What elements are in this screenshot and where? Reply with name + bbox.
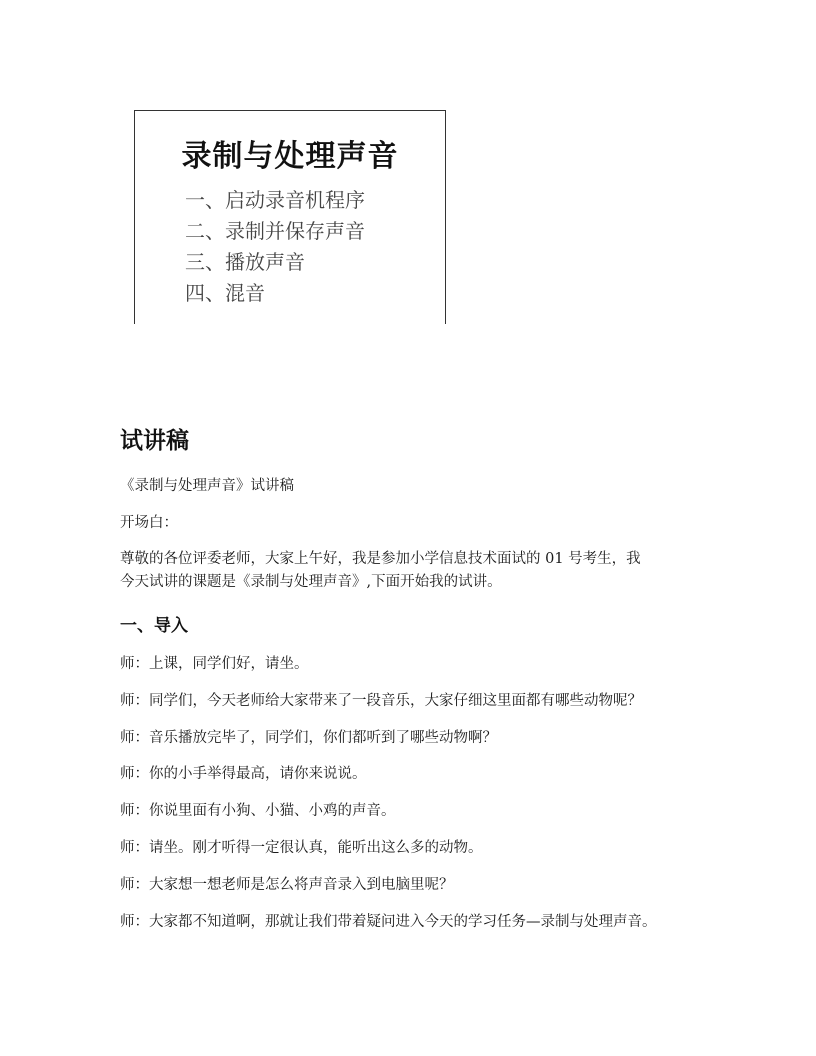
dialogue-line: 师：同学们，今天老师给大家带来了一段音乐，大家仔细这里面都有哪些动物呢？ (120, 693, 642, 709)
dialogue-line: 师：大家都不知道啊，那就让我们带着疑问进入今天的学习任务—录制与处理声音。 (120, 914, 657, 930)
outline-list (185, 185, 365, 309)
outline-item: 四、混音 (185, 281, 265, 305)
outline-item: 三、播放声音 (185, 250, 305, 274)
section-title-import: 一、导入 (120, 616, 188, 636)
outline-item: 一、启动录音机程序 (185, 188, 365, 212)
dialogue-line: 师：请坐。刚才听得一定很认真，能听出这么多的动物。 (120, 840, 483, 856)
outline-slide (134, 110, 446, 324)
dialogue-line: 师：上课，同学们好，请坐。 (120, 656, 309, 672)
outline-title: 录制与处理声音 (181, 139, 399, 174)
dialogue-line: 师：音乐播放完毕了，同学们，你们都听到了哪些动物啊？ (120, 730, 497, 746)
dialogue-line: 师：你的小手举得最高，请你来说说。 (120, 766, 367, 782)
opening-label: 开场白： (120, 515, 178, 531)
dialogue-line: 师：你说里面有小狗、小猫、小鸡的声音。 (120, 803, 396, 819)
intro-line-2: 今天试讲的课题是《录制与处理声音》,下面开始我的试讲。 (120, 574, 502, 590)
document-heading: 试讲稿 (120, 427, 189, 454)
document-subtitle: 《录制与处理声音》试讲稿 (120, 478, 294, 494)
intro-line-1: 尊敬的各位评委老师，大家上午好，我是参加小学信息技术面试的 01 号考生，我 (120, 551, 641, 567)
outline-item: 二、录制并保存声音 (185, 219, 365, 243)
dialogue-line: 师：大家想一想老师是怎么将声音录入到电脑里呢？ (120, 877, 454, 893)
